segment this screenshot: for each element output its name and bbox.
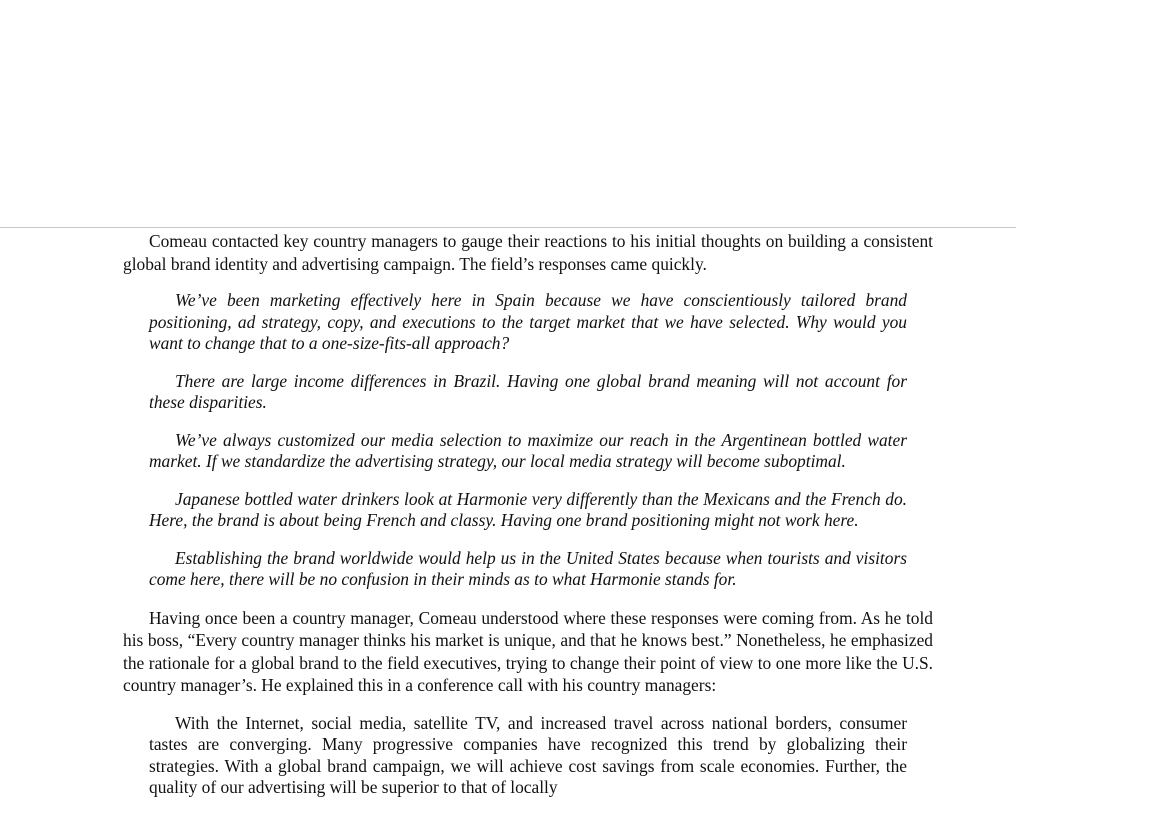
body-paragraph: Having once been a country manager, Comeau understood where these responses were coming from. As he told his boss, “Every country manager thinks his market is unique, and that he knows best.” Nonetheless, he emphasized the rationale for a global brand to the field executives, trying to change their point of view to one more like the U.S. country manager’s. He explained this in a conference call with his country managers: bbox=[123, 607, 933, 695]
document-body bbox=[123, 230, 933, 799]
block-quote-united-states: Establishing the brand worldwide would help us in the United States because when tourists and visitors come here, there will be no confusion in their minds as to what Harmonie stands for. bbox=[149, 547, 907, 589]
block-quote-japan: Japanese bottled water drinkers look at Harmonie very differently than the Mexicans and the French do. Here, the brand is about being French and classy. Having one brand positioning might not work here. bbox=[149, 488, 907, 530]
page-divider bbox=[0, 227, 1016, 228]
block-quote-comeau: With the Internet, social media, satellite TV, and increased travel across national borders, consumer tastes are converging. Many progressive companies have recognized this trend by globalizing their strategies. With a global brand campaign, we will achieve cost savings from scale economies. Further, the quality of our advertising will be superior to that of locally bbox=[149, 712, 907, 797]
body-paragraph: Comeau contacted key country managers to gauge their reactions to his initial thoughts on building a consistent global brand identity and advertising campaign. The field’s responses came quickly. bbox=[123, 231, 933, 274]
block-quote-spain: We’ve been marketing effectively here in Spain because we have conscientiously tailored brand positioning, ad strategy, copy, and executions to the target market that we have selected. Why would you want to change that to a one-size-fits-all approach? bbox=[149, 290, 907, 353]
block-quote-argentina: We’ve always customized our media selection to maximize our reach in the Argentinean bottled water market. If we standardize the advertising strategy, our local media strategy will become suboptimal. bbox=[149, 429, 907, 471]
block-quote-brazil: There are large income differences in Brazil. Having one global brand meaning will not account for these disparities. bbox=[149, 370, 907, 412]
